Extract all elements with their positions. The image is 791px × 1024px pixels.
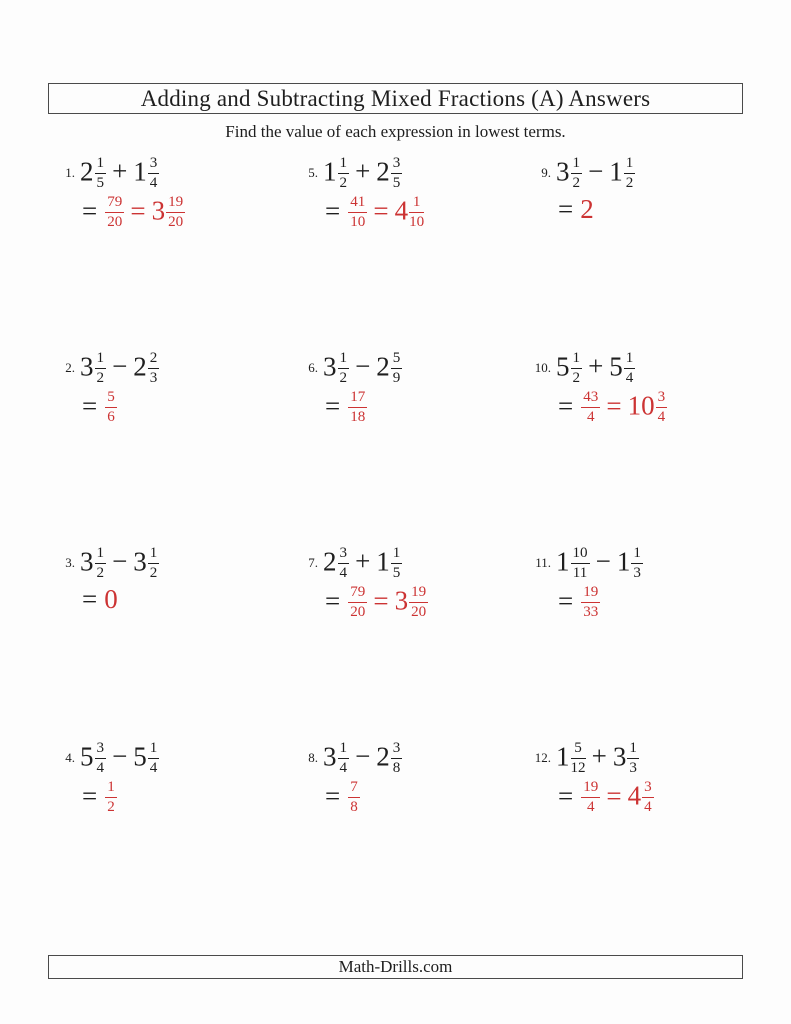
problem-body [80, 155, 185, 231]
answer [80, 194, 185, 230]
mixed-number [609, 350, 635, 386]
operator: + [591, 741, 607, 772]
whole-number: 1 [556, 741, 570, 772]
fraction [338, 350, 350, 386]
numerator: 79 [348, 584, 367, 603]
denominator: 11 [572, 564, 588, 581]
fraction [656, 389, 668, 425]
fraction [95, 350, 107, 386]
numerator: 41 [348, 194, 367, 213]
whole-number: 3 [151, 195, 166, 226]
denominator: 2 [107, 798, 115, 815]
fraction [338, 545, 350, 581]
numerator: 1 [409, 194, 424, 213]
numerator: 1 [391, 545, 403, 564]
fraction [105, 389, 117, 425]
fraction [338, 740, 350, 776]
fraction [642, 779, 654, 815]
fraction [571, 155, 583, 191]
mixed-number [133, 545, 159, 581]
denominator: 4 [587, 408, 595, 425]
fraction [409, 584, 428, 620]
operator: − [355, 351, 371, 382]
mixed-number [556, 545, 590, 581]
whole-number: 1 [609, 156, 623, 187]
operator: = [82, 195, 98, 226]
problem-10 [524, 350, 749, 545]
problem-12 [524, 740, 749, 935]
whole-number: 1 [323, 156, 337, 187]
fraction [104, 194, 124, 230]
answer [556, 389, 667, 425]
mixed-number [376, 350, 402, 386]
numerator: 1 [624, 155, 636, 174]
mixed-number [376, 740, 402, 776]
mixed-number [395, 194, 425, 230]
numerator: 3 [148, 155, 160, 174]
fraction [581, 584, 600, 620]
whole-number: 10 [627, 390, 655, 421]
problem-body [323, 545, 428, 621]
mixed-number [80, 350, 106, 386]
operator: − [595, 546, 611, 577]
numerator: 17 [348, 389, 367, 408]
denominator: 8 [392, 759, 401, 776]
problem-body [80, 350, 159, 426]
fraction [348, 779, 360, 815]
mixed-number [133, 155, 159, 191]
problems-grid [48, 155, 758, 935]
fraction [166, 194, 185, 230]
problem-number: 8. [308, 750, 318, 765]
fraction [571, 350, 583, 386]
mixed-number [323, 740, 349, 776]
problem-body [556, 155, 635, 225]
whole-number: 3 [394, 585, 409, 616]
mixed-number [613, 740, 639, 776]
denominator: 2 [96, 564, 105, 581]
answer [556, 584, 643, 620]
fraction [571, 545, 590, 581]
denominator: 4 [644, 798, 652, 815]
numerator: 1 [631, 545, 643, 564]
whole-number: 4 [627, 780, 642, 811]
fraction [391, 155, 403, 191]
fraction [348, 389, 367, 425]
problem-number: 6. [308, 360, 318, 375]
whole-number: 3 [556, 156, 570, 187]
expression [323, 740, 402, 776]
mixed-number [628, 389, 668, 425]
denominator: 2 [149, 564, 158, 581]
page-title: Adding and Subtracting Mixed Fractions (A) Answers [140, 85, 651, 111]
numerator: 19 [409, 584, 428, 603]
whole-number: 3 [80, 351, 94, 382]
expression [556, 155, 635, 191]
answer [323, 779, 402, 815]
fraction [631, 545, 643, 581]
operator: − [588, 156, 604, 187]
fraction [580, 779, 600, 815]
denominator: 4 [96, 759, 105, 776]
fraction [148, 155, 160, 191]
problem-body [556, 545, 643, 621]
denominator: 2 [96, 369, 105, 386]
problem-body [80, 545, 159, 615]
problem-number: 5. [308, 165, 318, 180]
fraction [104, 779, 117, 815]
title-box [48, 83, 743, 114]
answer [323, 584, 428, 620]
denominator: 4 [149, 759, 158, 776]
expression [556, 740, 654, 776]
expression [323, 545, 428, 581]
answer [80, 584, 159, 615]
denominator: 33 [583, 603, 599, 620]
mixed-number [80, 155, 106, 191]
denominator: 18 [350, 408, 366, 425]
mixed-number [617, 545, 643, 581]
operator: = [558, 194, 574, 225]
denominator: 6 [107, 408, 115, 425]
problem-6 [291, 350, 524, 545]
operator: + [588, 351, 604, 382]
operator: − [112, 351, 128, 382]
whole-number: 2 [580, 194, 594, 225]
problem-body [323, 740, 402, 816]
expression [323, 350, 402, 386]
operator: = [606, 780, 622, 811]
expression [80, 545, 159, 581]
mixed-number [395, 584, 429, 620]
fraction [391, 740, 403, 776]
denominator: 5 [392, 564, 401, 581]
whole-number: 3 [323, 741, 337, 772]
fraction [580, 389, 600, 425]
fraction [581, 779, 600, 815]
numerator: 43 [581, 389, 600, 408]
mixed-number [376, 545, 402, 581]
fraction [95, 740, 107, 776]
problem-number: 10. [534, 360, 551, 375]
denominator: 4 [657, 408, 666, 425]
denominator: 20 [168, 213, 184, 230]
mixed-number [80, 545, 106, 581]
numerator: 19 [581, 779, 600, 798]
denominator: 4 [339, 759, 348, 776]
fraction [347, 194, 367, 230]
problem-7 [291, 545, 524, 740]
operator: = [82, 584, 98, 615]
operator: = [325, 585, 341, 616]
operator: = [373, 195, 389, 226]
numerator: 1 [105, 779, 117, 798]
fraction [104, 389, 117, 425]
numerator: 5 [391, 350, 403, 369]
denominator: 9 [392, 369, 401, 386]
expression [323, 155, 424, 191]
whole-number: 1 [133, 156, 147, 187]
denominator: 10 [350, 213, 366, 230]
expression [80, 155, 185, 191]
problem-body [556, 740, 654, 816]
denominator: 2 [339, 369, 348, 386]
fraction [347, 584, 367, 620]
numerator: 1 [338, 350, 350, 369]
denominator: 3 [633, 564, 641, 581]
numerator: 3 [95, 740, 107, 759]
mixed-number [152, 194, 186, 230]
denominator: 5 [392, 174, 401, 191]
operator: + [112, 156, 128, 187]
footer-box [48, 955, 743, 979]
expression [556, 350, 667, 386]
denominator: 4 [587, 798, 595, 815]
numerator: 3 [338, 545, 350, 564]
numerator: 3 [391, 740, 403, 759]
fraction [391, 350, 403, 386]
fraction [581, 389, 600, 425]
problem-body [556, 350, 667, 426]
denominator: 4 [339, 564, 348, 581]
problem-9 [524, 155, 749, 350]
numerator: 19 [166, 194, 185, 213]
mixed-number [133, 740, 159, 776]
operator: − [355, 741, 371, 772]
fraction [348, 194, 367, 230]
operator: = [325, 195, 341, 226]
answer [80, 389, 159, 425]
problem-number: 4. [65, 750, 75, 765]
problem-5 [291, 155, 524, 350]
denominator: 5 [96, 174, 105, 191]
fraction [95, 545, 107, 581]
answer [323, 389, 402, 425]
denominator: 2 [572, 369, 581, 386]
numerator: 1 [338, 155, 350, 174]
mixed-number [323, 545, 349, 581]
whole-number: 0 [104, 584, 118, 615]
operator: = [558, 780, 574, 811]
numerator: 7 [348, 779, 360, 798]
operator: = [606, 390, 622, 421]
denominator: 4 [625, 369, 634, 386]
answer [556, 194, 635, 225]
operator: + [355, 156, 371, 187]
fraction [95, 155, 107, 191]
problem-number: 1. [65, 165, 75, 180]
denominator: 12 [570, 759, 586, 776]
mixed-number [376, 155, 402, 191]
whole-number: 4 [394, 195, 409, 226]
whole-number: 1 [616, 546, 631, 577]
mixed-number [556, 350, 582, 386]
numerator: 1 [148, 740, 160, 759]
problem-3 [48, 545, 291, 740]
fraction [338, 155, 350, 191]
operator: = [325, 780, 341, 811]
problem-number: 12. [534, 750, 551, 765]
denominator: 2 [572, 174, 581, 191]
answer [80, 779, 159, 815]
whole-number: 2 [376, 156, 390, 187]
fraction [148, 740, 160, 776]
whole-number: 2 [323, 546, 337, 577]
numerator: 1 [148, 545, 160, 564]
mixed-number [80, 740, 106, 776]
whole-number: 2 [133, 351, 147, 382]
numerator: 79 [105, 194, 124, 213]
whole-number: 3 [80, 546, 94, 577]
operator: = [373, 585, 389, 616]
problem-11 [524, 545, 749, 740]
denominator: 8 [350, 798, 358, 815]
denominator: 2 [625, 174, 634, 191]
whole-number: 2 [80, 156, 94, 187]
mixed-number [556, 740, 586, 776]
operator: = [82, 390, 98, 421]
fraction [148, 545, 160, 581]
operator: + [355, 546, 371, 577]
fraction [580, 584, 600, 620]
footer-brand: Math-Drills.com [338, 957, 453, 976]
mixed-number [323, 155, 349, 191]
numerator: 2 [148, 350, 160, 369]
denominator: 20 [107, 213, 123, 230]
whole-number: 2 [376, 351, 390, 382]
instructions-text: Find the value of each expression in lowest terms. [225, 122, 566, 141]
denominator: 20 [411, 603, 427, 620]
problem-1 [48, 155, 291, 350]
problem-number: 3. [65, 555, 75, 570]
whole-number: 1 [376, 546, 390, 577]
problem-body [323, 350, 402, 426]
operator: = [558, 585, 574, 616]
problem-4 [48, 740, 291, 935]
whole-number: 2 [376, 741, 390, 772]
problem-body [80, 740, 159, 816]
numerator: 3 [642, 779, 654, 798]
numerator: 1 [571, 350, 583, 369]
answer [556, 779, 654, 815]
mixed-number [323, 350, 349, 386]
operator: = [325, 390, 341, 421]
problem-number: 11. [535, 555, 551, 570]
fraction [624, 350, 636, 386]
whole-number: 3 [612, 741, 627, 772]
numerator: 10 [571, 545, 590, 564]
operator: − [112, 546, 128, 577]
fraction [348, 584, 367, 620]
numerator: 1 [624, 350, 636, 369]
problem-8 [291, 740, 524, 935]
denominator: 4 [149, 174, 158, 191]
numerator: 5 [571, 740, 586, 759]
problem-2 [48, 350, 291, 545]
answer [323, 194, 424, 230]
whole-number: 5 [80, 741, 94, 772]
whole-number: 5 [556, 351, 570, 382]
numerator: 1 [571, 155, 583, 174]
whole-number: 3 [323, 351, 337, 382]
numerator: 19 [581, 584, 600, 603]
mixed-number [133, 350, 159, 386]
numerator: 3 [656, 389, 668, 408]
mixed-number [628, 779, 654, 815]
whole-number: 5 [133, 741, 147, 772]
expression [80, 350, 159, 386]
whole-number: 3 [133, 546, 147, 577]
fraction [409, 194, 424, 230]
denominator: 3 [629, 759, 637, 776]
denominator: 10 [409, 213, 425, 230]
operator: = [558, 390, 574, 421]
problem-number: 9. [541, 165, 551, 180]
numerator: 5 [105, 389, 117, 408]
fraction [347, 389, 367, 425]
numerator: 3 [391, 155, 403, 174]
operator: − [112, 741, 128, 772]
operator: = [82, 780, 98, 811]
mixed-number [609, 155, 635, 191]
whole-number: 5 [609, 351, 623, 382]
numerator: 1 [627, 740, 639, 759]
numerator: 1 [338, 740, 350, 759]
problem-body [323, 155, 424, 231]
numerator: 1 [95, 155, 107, 174]
mixed-number [556, 155, 582, 191]
fraction [391, 545, 403, 581]
problem-number: 7. [308, 555, 318, 570]
expression [556, 545, 643, 581]
whole-number: 1 [556, 546, 570, 577]
operator: = [130, 195, 146, 226]
problem-number: 2. [65, 360, 75, 375]
denominator: 3 [149, 369, 158, 386]
numerator: 1 [95, 545, 107, 564]
denominator: 2 [339, 174, 348, 191]
expression [80, 740, 159, 776]
fraction [148, 350, 160, 386]
fraction [105, 779, 117, 815]
fraction [571, 740, 586, 776]
fraction [347, 779, 360, 815]
fraction [105, 194, 124, 230]
fraction [624, 155, 636, 191]
fraction [627, 740, 639, 776]
denominator: 20 [350, 603, 366, 620]
numerator: 1 [95, 350, 107, 369]
